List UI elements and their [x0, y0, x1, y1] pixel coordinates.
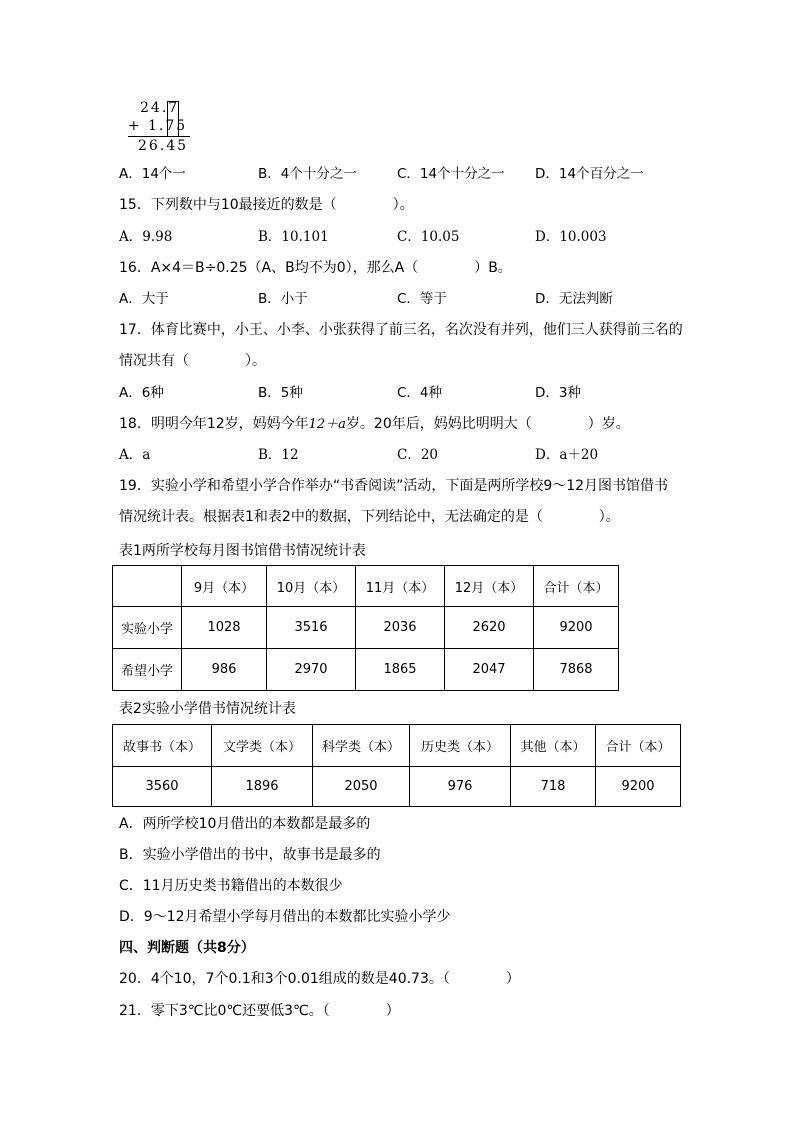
table1-cell: 9200	[534, 607, 619, 649]
q19-option-c[interactable]: C．11月历史类书籍借出的本数很少	[119, 878, 343, 894]
q15-option-d[interactable]: D．10.003	[535, 229, 607, 245]
table1-header-cell	[113, 566, 182, 607]
table2-cell: 718	[511, 767, 596, 807]
q19-option-b[interactable]: B．实验小学借出的书中，故事书是最多的	[119, 847, 381, 863]
table2	[112, 724, 681, 807]
q14-options	[119, 164, 679, 184]
table2-cell: 2050	[313, 767, 410, 807]
table1-cell: 2620	[445, 607, 534, 649]
table1-cell: 3516	[267, 607, 356, 649]
q18-expression: 12＋a	[308, 417, 346, 432]
q19-option-d[interactable]: D．9～12月希望小学每月借出的本数都比实验小学少	[119, 909, 451, 925]
q14-option-b[interactable]: B．4个十分之一	[258, 166, 357, 182]
table1-header-cell: 合计（本）	[534, 566, 619, 607]
q21-text: 21．零下3℃比0℃还要低3℃。（ ）	[119, 1003, 400, 1019]
table1-header-cell: 9月（本）	[182, 566, 267, 607]
q20-text: 20．4个10，7个0.1和3个0.01组成的数是40.73。（ ）	[119, 971, 520, 987]
q19-text-line1: 19．实验小学和希望小学合作举办“书香阅读”活动，下面是两所学校9～12月图书馆借书	[119, 478, 669, 494]
q14-option-d[interactable]: D．14个百分之一	[535, 166, 644, 182]
table1-row-label: 希望小学	[113, 649, 182, 691]
table1-header-row	[113, 566, 619, 607]
q16-text: 16．A×4＝B÷0.25（A、B均不为0），那么A（ ）B。	[119, 260, 512, 276]
q17-text-line1: 17．体育比赛中，小王、小李、小张获得了前三名，名次没有并列，他们三人获得前三名的	[119, 322, 683, 338]
table2-header-cell: 故事书（本）	[113, 725, 212, 767]
q16-options	[119, 289, 679, 309]
q15-options	[119, 227, 679, 247]
table1-cell: 7868	[534, 649, 619, 691]
q15-text: 15．下列数中与10最接近的数是（ ）。	[119, 197, 414, 213]
q18-text-post: 岁。20年后，妈妈比明明大（ ）岁。	[345, 416, 630, 432]
q18-text	[119, 414, 630, 435]
q18-text-pre: 18．明明今年12岁，妈妈今年	[119, 416, 309, 432]
table1-cell: 986	[182, 649, 267, 691]
vertical-addition	[128, 100, 198, 156]
q18-option-a[interactable]: A．a	[119, 447, 151, 463]
q19-text-line2: 情况统计表。根据表1和表2中的数据，下列结论中，无法确定的是（ ）。	[119, 509, 620, 525]
q19-option-a[interactable]: A．两所学校10月借出的本数都是最多的	[119, 816, 371, 832]
table1-caption: 表1两所学校每月图书馆借书情况统计表	[119, 543, 366, 559]
table-row	[113, 607, 619, 649]
q17-option-b[interactable]: B．5种	[258, 385, 303, 401]
q16-option-c[interactable]: C．等于	[397, 291, 447, 307]
sum: 26.45	[138, 138, 189, 154]
table-row	[113, 649, 619, 691]
table1-header-cell: 10月（本）	[267, 566, 356, 607]
table1-cell: 1028	[182, 607, 267, 649]
table2-header-cell: 文学类（本）	[212, 725, 313, 767]
table2-caption: 表2实验小学借书情况统计表	[119, 701, 296, 717]
q17-options	[119, 383, 679, 403]
section-title: 四、判断题（共8分）	[119, 940, 255, 956]
table1	[112, 565, 619, 691]
q14-option-c[interactable]: C．14个十分之一	[397, 166, 505, 182]
sum-rule	[128, 136, 190, 137]
q18-option-c[interactable]: C．20	[397, 447, 439, 463]
q18-option-b[interactable]: B．12	[258, 447, 299, 463]
table2-header-cell: 历史类（本）	[410, 725, 511, 767]
q14-option-a[interactable]: A．14个一	[119, 166, 186, 182]
plus-sign: +	[128, 118, 142, 134]
addend-2: 1.75	[148, 118, 188, 134]
table1-header-cell: 11月（本）	[356, 566, 445, 607]
q16-option-a[interactable]: A．大于	[119, 291, 169, 307]
q17-option-a[interactable]: A．6种	[119, 385, 164, 401]
table1-cell: 1865	[356, 649, 445, 691]
addend-1: 24.7	[140, 100, 180, 116]
table1-header-cell: 12月（本）	[445, 566, 534, 607]
q18-option-d[interactable]: D．a＋20	[535, 447, 599, 463]
table2-header-row	[113, 725, 681, 767]
q18-options	[119, 445, 679, 465]
table1-cell: 2036	[356, 607, 445, 649]
table2-cell: 1896	[212, 767, 313, 807]
q15-option-a[interactable]: A．9.98	[119, 229, 173, 245]
q17-option-c[interactable]: C．4种	[397, 385, 443, 401]
table2-header-cell: 其他（本）	[511, 725, 596, 767]
table-row	[113, 767, 681, 807]
table2-cell: 976	[410, 767, 511, 807]
q15-option-b[interactable]: B．10.101	[258, 229, 329, 245]
table2-header-cell: 科学类（本）	[313, 725, 410, 767]
table1-row-label: 实验小学	[113, 607, 182, 649]
table2-cell: 9200	[596, 767, 681, 807]
table2-header-cell: 合计（本）	[596, 725, 681, 767]
table1-cell: 2047	[445, 649, 534, 691]
q17-option-d[interactable]: D．3种	[535, 385, 581, 401]
q17-text-line2: 情况共有（ ）。	[119, 353, 266, 369]
table2-cell: 3560	[113, 767, 212, 807]
q16-option-d[interactable]: D．无法判断	[535, 291, 613, 307]
table1-cell: 2970	[267, 649, 356, 691]
q16-option-b[interactable]: B．小于	[258, 291, 308, 307]
q15-option-c[interactable]: C．10.05	[397, 229, 460, 245]
